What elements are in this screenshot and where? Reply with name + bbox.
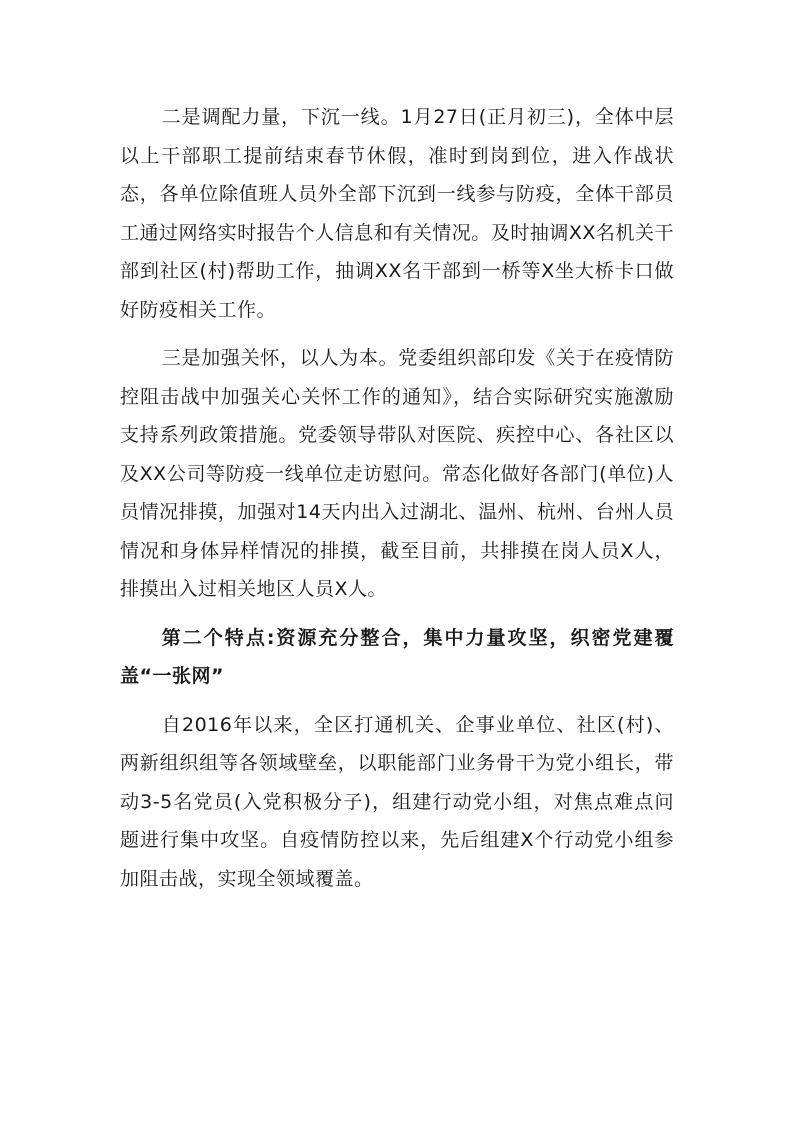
document-body bbox=[120, 98, 674, 898]
paragraph-care-people: 三是加强关怀，以人为本。党委组织部印发《关于在疫情防控阻击战中加强关心关怀工作的通知》，结合实际研究实施激励支持系列政策措施。党委领导带队对医院、疾控中心、各社区以及XX公司等防疫一线单位走访慰问。常态化做好各部门(单位)人员情况排摸，加强对14天内出入过湖北、温州、杭州、台州人员情况和身体异样情况的排摸，截至目前，共排摸在岗人员X人，排摸出入过相关地区人员X人。 bbox=[120, 347, 674, 600]
section-heading-second-feature: 第二个特点:资源充分整合，集中力量攻坚，织密党建覆盖“一张网” bbox=[120, 626, 674, 687]
paragraph-since-2016: 自2016年以来，全区打通机关、企事业单位、社区(村)、两新组织组等各领域壁垒，以职能部门业务骨干为党小组长，带动3-5名党员(入党积极分子)，组建行动党小组，对焦点难点问题进行集中攻坚。自疫情防控以来，先后组建X个行动党小组参加阻击战，实现全领域覆盖。 bbox=[120, 713, 674, 890]
paragraph-deploy-forces: 二是调配力量，下沉一线。1月27日(正月初三)，全体中层以上干部职工提前结束春节休假，准时到岗到位，进入作战状态，各单位除值班人员外全部下沉到一线参与防疫，全体干部员工通过网络实时报告个人信息和有关情况。及时抽调XX名机关干部到社区(村)帮助工作，抽调XX名干部到一桥等X坐大桥卡口做好防疫相关工作。 bbox=[120, 106, 674, 321]
